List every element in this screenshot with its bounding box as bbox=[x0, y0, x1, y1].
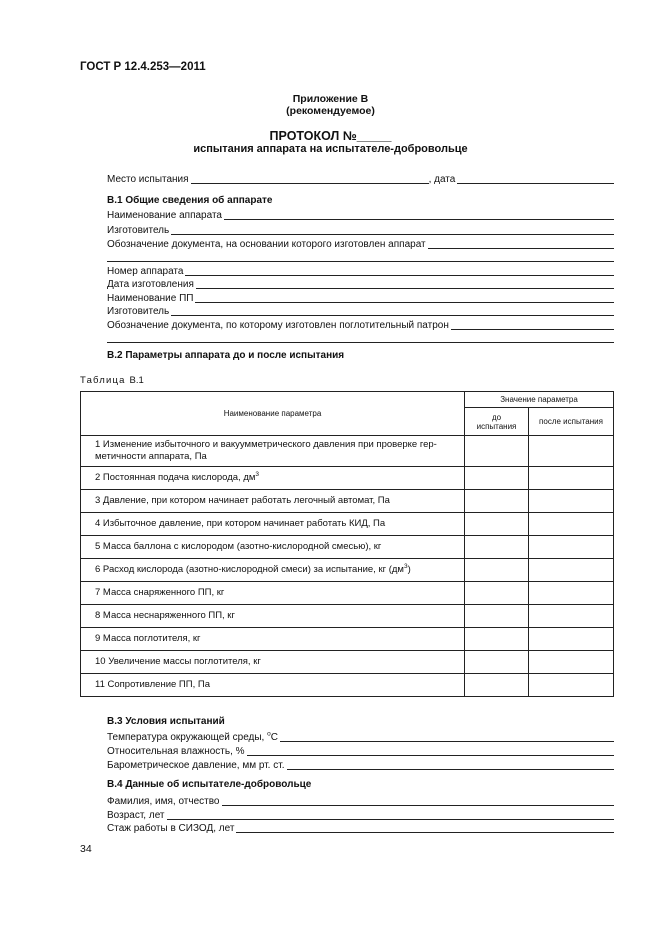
row-label: 9 Масса поглотителя, кг bbox=[81, 628, 465, 651]
temperature-field[interactable] bbox=[280, 740, 614, 742]
field-row bbox=[107, 809, 614, 821]
field-row-continuation bbox=[107, 251, 614, 263]
value-after-cell[interactable] bbox=[529, 628, 614, 651]
row-label: 8 Масса неснаряженного ПП, кг bbox=[81, 605, 465, 628]
parameters-table bbox=[80, 391, 614, 697]
value-after-cell[interactable] bbox=[529, 436, 614, 467]
protocol-title: ПРОТОКОЛ №_____ bbox=[269, 129, 392, 143]
document-code: ГОСТ Р 12.4.253—2011 bbox=[80, 61, 206, 73]
value-before-cell[interactable] bbox=[465, 651, 529, 674]
cartridge-manufacturer-field[interactable] bbox=[171, 314, 614, 316]
table-row bbox=[81, 536, 614, 559]
field-label: Изготовитель bbox=[107, 306, 170, 317]
date-label: , дата bbox=[428, 174, 456, 185]
row-label: 5 Масса баллона с кислородом (азотно-кислородной смесью), кг bbox=[81, 536, 465, 559]
field-row bbox=[107, 238, 614, 250]
field-label: Дата изготовления bbox=[107, 279, 194, 290]
field-row bbox=[107, 224, 614, 236]
value-after-cell[interactable] bbox=[529, 490, 614, 513]
row-label: 6 Расход кислорода (азотно-кислородной смеси) за испытание, кг $(дм^3)$ bbox=[81, 559, 465, 582]
table-row bbox=[81, 651, 614, 674]
table-row bbox=[81, 490, 614, 513]
value-before-cell[interactable] bbox=[465, 605, 529, 628]
table-row bbox=[81, 513, 614, 536]
value-after-cell[interactable] bbox=[529, 513, 614, 536]
row-label: 1 Изменение избыточного и вакуумметрического давления при проверке гер- метичности аппарата, Па bbox=[81, 436, 465, 467]
column-header-after: после испытания bbox=[529, 408, 614, 436]
experience-field[interactable] bbox=[236, 831, 614, 833]
row-label: 3 Давление, при котором начинает работать легочный автомат, Па bbox=[81, 490, 465, 513]
date-field[interactable] bbox=[457, 182, 614, 184]
section-b2-title: В.2 Параметры аппарата до и после испытания bbox=[107, 350, 345, 361]
value-before-cell[interactable] bbox=[465, 536, 529, 559]
row-label: 7 Масса снаряженного ПП, кг bbox=[81, 582, 465, 605]
page-number: 34 bbox=[80, 843, 92, 855]
table-row bbox=[81, 628, 614, 651]
field-row bbox=[107, 319, 614, 331]
value-before-cell[interactable] bbox=[465, 674, 529, 697]
field-row bbox=[107, 731, 614, 743]
table-row bbox=[81, 436, 614, 467]
row-label: 4 Избыточное давление, при котором начинает работать КИД, Па bbox=[81, 513, 465, 536]
field-row bbox=[107, 209, 614, 221]
value-before-cell[interactable] bbox=[465, 582, 529, 605]
field-label: Барометрическое давление, мм рт. ст. bbox=[107, 760, 285, 771]
field-row bbox=[107, 759, 614, 771]
cartridge-document-field-cont[interactable] bbox=[107, 341, 614, 343]
pressure-field[interactable] bbox=[287, 768, 615, 770]
field-label: Возраст, лет bbox=[107, 810, 165, 821]
document-basis-field[interactable] bbox=[428, 247, 614, 249]
table-row bbox=[81, 582, 614, 605]
value-before-cell[interactable] bbox=[465, 628, 529, 651]
table-caption-number: В.1 bbox=[129, 375, 144, 386]
row-label: 2 Постоянная подача кислорода, $дм^3$ bbox=[81, 467, 465, 490]
column-header-before: до испытания bbox=[465, 408, 529, 436]
table-row bbox=[81, 559, 614, 582]
cartridge-document-field[interactable] bbox=[451, 328, 614, 330]
field-label: Изготовитель bbox=[107, 225, 170, 236]
field-label: Номер аппарата bbox=[107, 266, 184, 277]
appendix-title: Приложение В bbox=[292, 93, 369, 105]
field-label: Фамилия, имя, отчество bbox=[107, 796, 220, 807]
field-row bbox=[107, 305, 614, 317]
table-row bbox=[81, 674, 614, 697]
full-name-field[interactable] bbox=[222, 804, 615, 806]
place-date-line bbox=[107, 173, 614, 185]
document-basis-field-cont[interactable] bbox=[107, 260, 614, 262]
field-label: Относительная влажность, % bbox=[107, 746, 245, 757]
place-label: Место испытания bbox=[107, 174, 189, 185]
field-row bbox=[107, 292, 614, 304]
value-after-cell[interactable] bbox=[529, 559, 614, 582]
field-label: Наименование ПП bbox=[107, 293, 194, 304]
table-caption-word: Таблица bbox=[80, 375, 126, 386]
apparatus-number-field[interactable] bbox=[185, 274, 614, 276]
row-label: 11 Сопротивление ПП, Па bbox=[81, 674, 465, 697]
section-b1-title: В.1 Общие сведения об аппарате bbox=[107, 195, 273, 206]
value-before-cell[interactable] bbox=[465, 513, 529, 536]
field-label: Обозначение документа, по которому изготовлен поглотительный патрон bbox=[107, 320, 449, 331]
table-row bbox=[81, 467, 614, 490]
manufacture-date-field[interactable] bbox=[196, 287, 614, 289]
column-header-group: Значение параметра bbox=[465, 392, 614, 408]
table-row bbox=[81, 605, 614, 628]
column-header-name: Наименование параметра bbox=[81, 392, 465, 436]
humidity-field[interactable] bbox=[247, 754, 614, 756]
field-label: Наименование аппарата bbox=[107, 210, 222, 221]
value-after-cell[interactable] bbox=[529, 582, 614, 605]
value-before-cell[interactable] bbox=[465, 436, 529, 467]
section-b3-title: В.3 Условия испытаний bbox=[107, 716, 225, 727]
value-before-cell[interactable] bbox=[465, 559, 529, 582]
cartridge-name-field[interactable] bbox=[195, 301, 614, 303]
field-row bbox=[107, 822, 614, 834]
field-row bbox=[107, 278, 614, 290]
apparatus-name-field[interactable] bbox=[224, 218, 614, 220]
field-label: Обозначение документа, на основании которого изготовлен аппарат bbox=[107, 239, 426, 250]
field-label: Температура окружающей среды, $^о$С bbox=[107, 730, 278, 743]
appendix-subtitle: (рекомендуемое) bbox=[286, 105, 375, 117]
protocol-subtitle: испытания аппарата на испытателе-добровольце bbox=[193, 143, 468, 155]
place-field[interactable] bbox=[191, 182, 429, 184]
section-b4-title: В.4 Данные об испытателе-добровольце bbox=[107, 779, 312, 790]
value-after-cell[interactable] bbox=[529, 651, 614, 674]
value-after-cell[interactable] bbox=[529, 536, 614, 559]
field-row bbox=[107, 265, 614, 277]
row-label: 10 Увеличение массы поглотителя, кг bbox=[81, 651, 465, 674]
value-before-cell[interactable] bbox=[465, 467, 529, 490]
field-row bbox=[107, 795, 614, 807]
field-label: Стаж работы в СИЗОД, лет bbox=[107, 823, 235, 834]
field-row-continuation bbox=[107, 332, 614, 344]
age-field[interactable] bbox=[167, 818, 615, 820]
value-after-cell[interactable] bbox=[529, 674, 614, 697]
manufacturer-field[interactable] bbox=[171, 233, 614, 235]
field-row bbox=[107, 745, 614, 757]
value-after-cell[interactable] bbox=[529, 467, 614, 490]
value-after-cell[interactable] bbox=[529, 605, 614, 628]
table-caption bbox=[80, 375, 144, 386]
value-before-cell[interactable] bbox=[465, 490, 529, 513]
